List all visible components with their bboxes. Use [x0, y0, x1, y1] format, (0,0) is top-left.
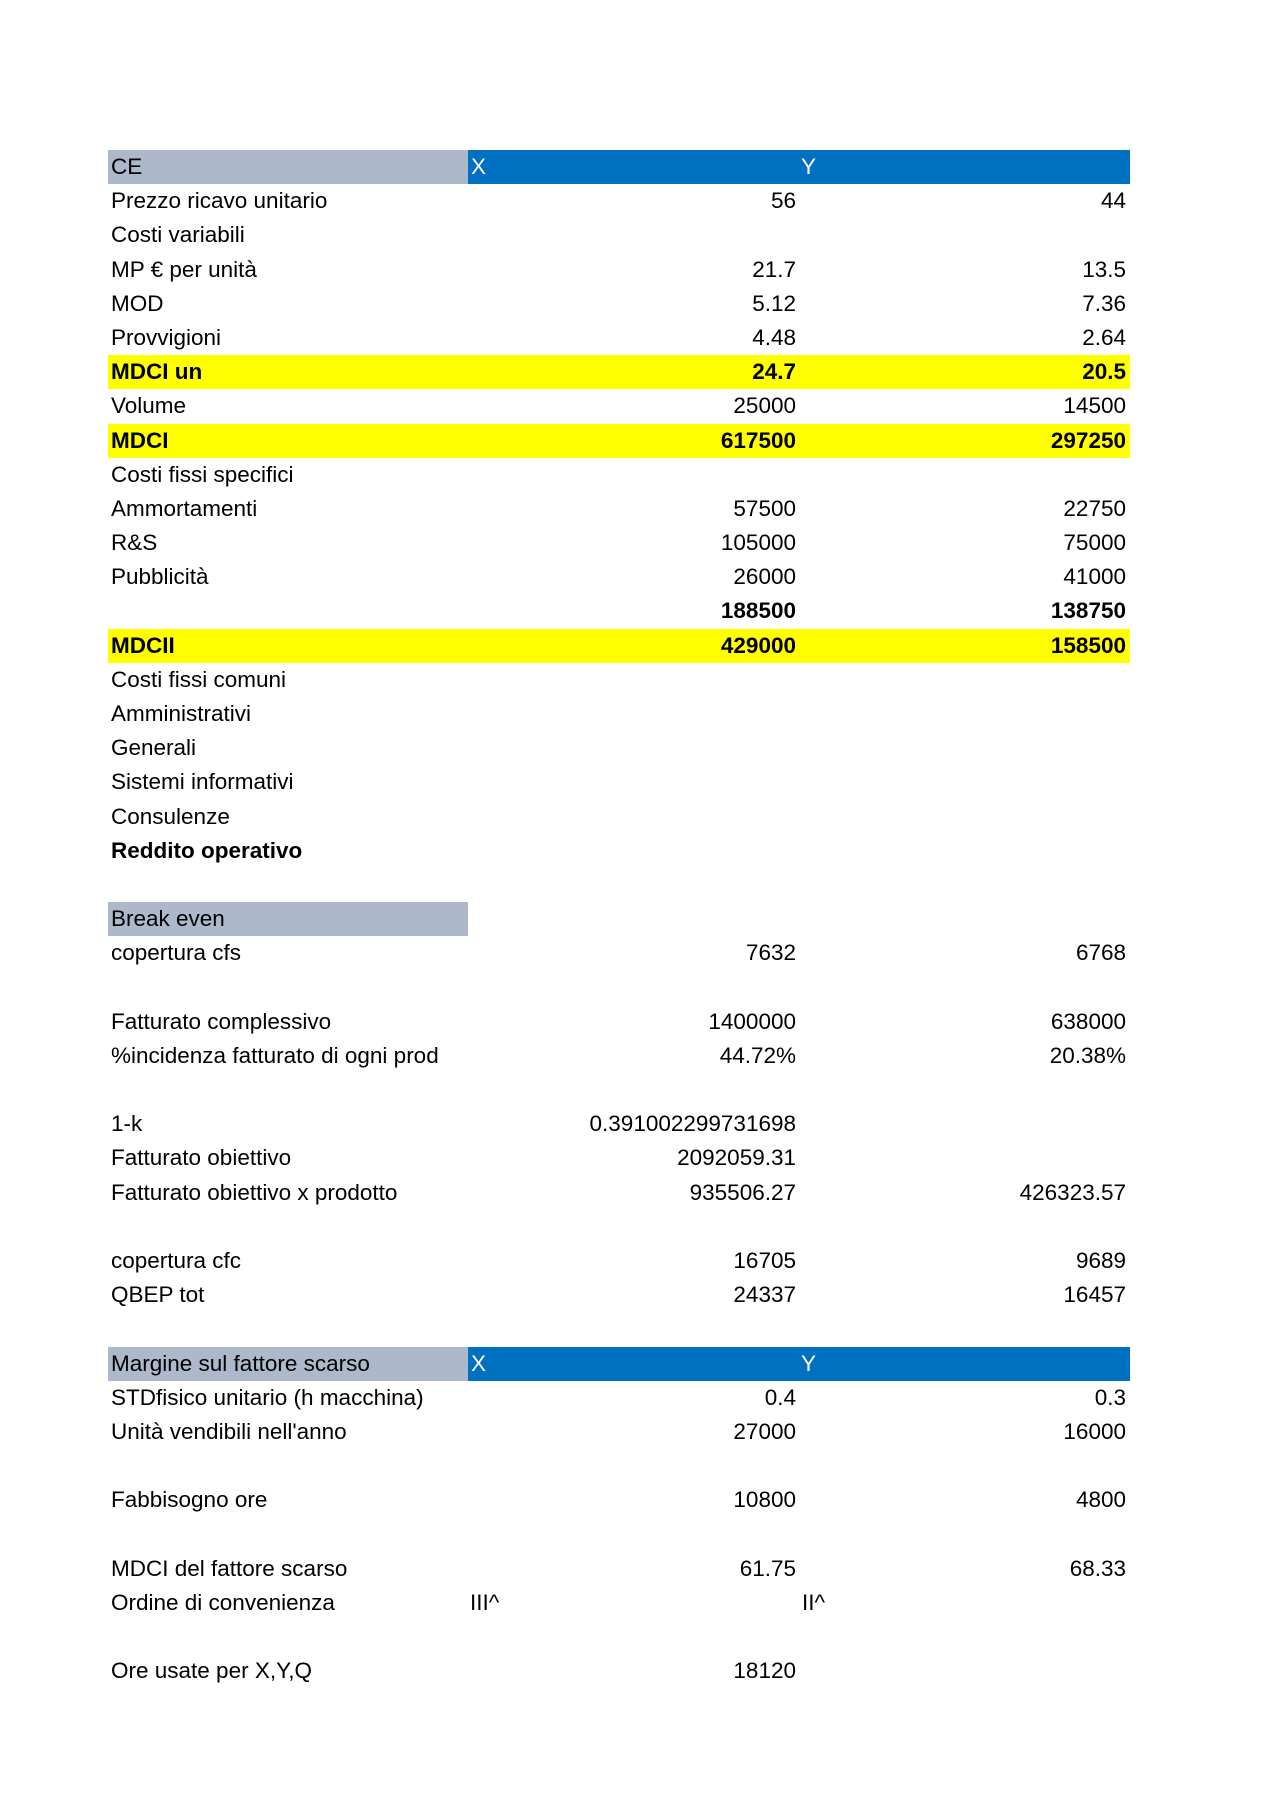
row-label: MDCI del fattore scarso: [111, 1555, 348, 1581]
table-row: [108, 526, 1130, 560]
table-row: [108, 1381, 1130, 1415]
row-label: MOD: [111, 290, 164, 316]
ce-header-x: X: [471, 154, 487, 179]
table-row: [108, 936, 1130, 970]
value-x: 0.391002299731698: [589, 1111, 796, 1137]
row-label: Ordine di convenienza: [111, 1589, 335, 1615]
value-x: 27000: [733, 1418, 796, 1444]
table-row: [108, 1483, 1130, 1517]
value-x: 56: [770, 188, 796, 214]
row-label: copertura cfc: [111, 1248, 242, 1273]
row-label: MDCII: [111, 632, 175, 658]
row-label: Volume: [111, 393, 187, 419]
value-x: 1400000: [708, 1008, 796, 1034]
value-x: 4.48: [752, 324, 796, 350]
value-y: 138750: [1050, 598, 1126, 624]
row-label: Costi fissi comuni: [111, 666, 287, 692]
table-row: [108, 731, 1130, 765]
value-y: 2.64: [1082, 324, 1126, 350]
table-row: [108, 1278, 1130, 1312]
table-row: [108, 1654, 1130, 1688]
ce-header-y: Y: [801, 154, 817, 179]
table-row: [108, 834, 1130, 868]
row-label: Unità vendibili nell'anno: [111, 1418, 347, 1444]
table-row: [108, 1107, 1130, 1141]
spacer: [108, 1312, 1130, 1346]
row-label: MDCI un: [111, 359, 203, 385]
value-y: 426323.57: [1019, 1179, 1126, 1205]
table-row: [108, 1141, 1130, 1175]
row-label: Ore usate per X,Y,Q: [111, 1658, 312, 1684]
row-label: Provvigioni: [111, 324, 222, 350]
margine-header-row: [108, 1347, 1130, 1381]
value-x: 10800: [733, 1487, 796, 1513]
spreadsheet: [108, 150, 1130, 1688]
table-row: [108, 1552, 1130, 1586]
table-row: [108, 1586, 1130, 1620]
value-x: 105000: [720, 530, 796, 556]
row-label: Prezzo ricavo unitario: [111, 188, 328, 214]
row-label: Generali: [111, 735, 197, 761]
row-label: %incidenza fatturato di ogni prod: [111, 1042, 439, 1068]
value-y: 13.5: [1082, 256, 1126, 282]
table-row: [108, 458, 1130, 492]
value-y: 638000: [1050, 1008, 1126, 1034]
highlighted-row-mdci: [108, 424, 1130, 458]
spacer: [108, 1210, 1130, 1244]
value-y: 22750: [1063, 495, 1126, 521]
row-label: Fabbisogno ore: [111, 1487, 268, 1513]
section-title: Break even: [111, 906, 225, 932]
row-label: MDCI: [111, 427, 169, 453]
spacer: [108, 971, 1130, 1005]
value-x: 5.12: [752, 290, 796, 316]
highlighted-row-mdci-un: [108, 355, 1130, 389]
spacer: [108, 1449, 1130, 1483]
table-row: [108, 1415, 1130, 1449]
break-even-header: [108, 902, 1130, 936]
order-x: III^: [470, 1589, 500, 1615]
value-x: 188500: [720, 598, 796, 624]
margine-header-y: Y: [801, 1350, 817, 1376]
value-x: 26000: [733, 564, 796, 590]
spacer: [108, 1073, 1130, 1107]
row-label: QBEP tot: [111, 1282, 205, 1308]
row-label: Amministrativi: [111, 701, 252, 726]
value-x: 44.72%: [719, 1042, 796, 1068]
ce-header-row: [108, 150, 1130, 184]
spacer: [108, 1518, 1130, 1552]
table-row: [108, 1244, 1130, 1278]
value-x: 935506.27: [689, 1179, 796, 1205]
value-y: 41000: [1063, 564, 1126, 590]
value-x: 0.4: [764, 1384, 796, 1410]
table-row: [108, 389, 1130, 423]
table-row: [108, 184, 1130, 218]
row-label: Fatturato complessivo: [111, 1008, 332, 1034]
row-label: Pubblicità: [111, 564, 209, 590]
table-row: [108, 492, 1130, 526]
value-y: 297250: [1050, 427, 1126, 453]
subtotal-row: [108, 594, 1130, 628]
table-row: [108, 1005, 1130, 1039]
value-y: 14500: [1063, 393, 1126, 419]
ce-header-label: CE: [111, 154, 143, 179]
value-y: 20.5: [1082, 359, 1126, 385]
value-x: 617500: [720, 427, 796, 453]
spacer: [108, 868, 1130, 902]
value-y: 16457: [1063, 1282, 1126, 1308]
highlighted-row-mdcii: [108, 629, 1130, 663]
value-x: 16705: [733, 1248, 796, 1273]
table-row: [108, 697, 1130, 731]
value-y: 9689: [1075, 1248, 1126, 1273]
row-label: Ammortamenti: [111, 495, 258, 521]
value-x: 429000: [720, 632, 796, 658]
value-x: 21.7: [752, 256, 796, 282]
value-x: 18120: [733, 1658, 796, 1684]
row-label: Reddito operativo: [111, 837, 303, 863]
table-row: [108, 287, 1130, 321]
row-label: Fatturato obiettivo x prodotto: [111, 1179, 398, 1205]
row-label: copertura cfs: [111, 940, 242, 966]
table-row: [108, 765, 1130, 799]
row-label: MP € per unità: [111, 256, 257, 282]
value-y: 75000: [1063, 530, 1126, 556]
table-row: [108, 1039, 1130, 1073]
value-x: 24337: [733, 1282, 796, 1308]
row-label: R&S: [111, 530, 158, 556]
row-label: Consulenze: [111, 803, 230, 829]
value-x: 57500: [733, 495, 796, 521]
margine-header-label: Margine sul fattore scarso: [111, 1350, 370, 1376]
table-row: [108, 800, 1130, 834]
spacer: [108, 1620, 1130, 1654]
order-y: II^: [802, 1589, 826, 1615]
value-y: 20.38%: [1049, 1042, 1126, 1068]
row-label: STDfisico unitario (h macchina): [111, 1384, 424, 1410]
table-row: [108, 321, 1130, 355]
row-label: Sistemi informativi: [111, 769, 294, 795]
table-row: [108, 663, 1130, 697]
value-y: 158500: [1050, 632, 1126, 658]
value-x: 2092059.31: [677, 1145, 796, 1171]
table-row: [108, 1176, 1130, 1210]
value-y: 0.3: [1094, 1384, 1126, 1410]
value-x: 25000: [733, 393, 796, 419]
value-y: 4800: [1075, 1487, 1126, 1513]
value-y: 6768: [1075, 940, 1126, 966]
row-label: Costi variabili: [111, 222, 245, 248]
row-label: Costi fissi specifici: [111, 461, 294, 487]
row-label: 1-k: [111, 1111, 143, 1137]
value-x: 7632: [745, 940, 796, 966]
table-row: [108, 218, 1130, 252]
value-y: 44: [1100, 188, 1126, 214]
value-x: 24.7: [752, 359, 796, 385]
value-y: 16000: [1063, 1418, 1126, 1444]
value-y: 68.33: [1069, 1555, 1126, 1581]
margine-header-x: X: [471, 1350, 487, 1376]
value-x: 61.75: [739, 1555, 796, 1581]
value-y: 7.36: [1082, 290, 1126, 316]
table-row: [108, 253, 1130, 287]
table-row: [108, 560, 1130, 594]
row-label: Fatturato obiettivo: [111, 1145, 292, 1171]
